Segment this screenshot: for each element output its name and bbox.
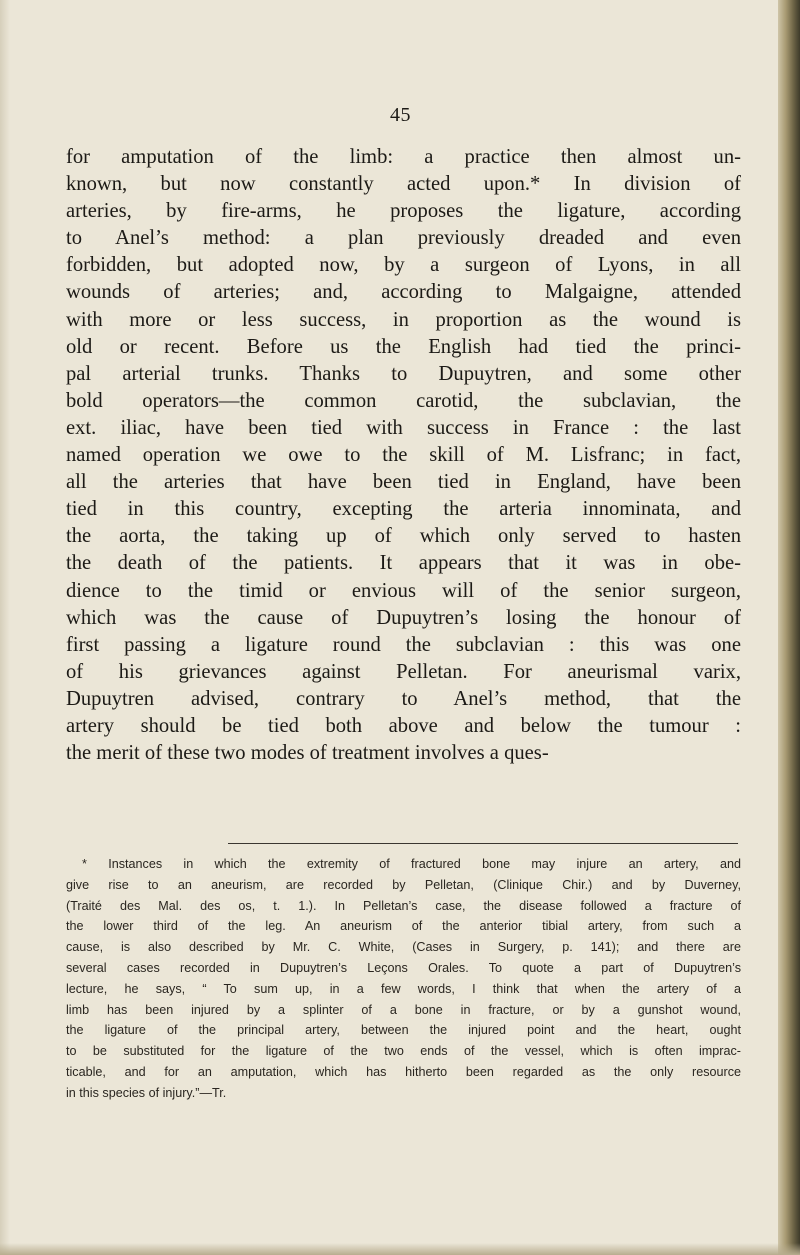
- body-line: for amputation of the limb: a practice then almost un-: [66, 146, 741, 168]
- body-text: [66, 144, 741, 767]
- body-line: arteries, by fire-arms, he proposes the ligature, according: [66, 200, 741, 223]
- body-line: dience to the timid or envious will of the senior surgeon,: [66, 579, 741, 602]
- footnote: [66, 854, 741, 1104]
- footnote-line: several cases recorded in Dupuytren’s Leçons Orales. To quote a part of Dupuytren’s: [66, 960, 741, 975]
- footnote-line: ticable, and for an amputation, which has hitherto been regarded as the only resource: [66, 1064, 741, 1079]
- footnote-line: lecture, he says, “ To sum up, in a few words, I think that when the artery of a: [66, 981, 741, 996]
- footnote-line: cause, is also described by Mr. C. White, (Cases in Surgery, p. 141); and there are: [66, 940, 741, 955]
- body-line: ext. iliac, have been tied with success in France : the last: [66, 416, 741, 439]
- footnote-line: the ligature of the principal artery, between the injured point and the heart, ought: [66, 1023, 741, 1038]
- page-gutter-shadow: [0, 0, 10, 1255]
- body-line: wounds of arteries; and, according to Malgaigne, attended: [66, 281, 741, 304]
- footnote-line: give rise to an aneurism, are recorded by Pelletan, (Clinique Chir.) and by Duverney,: [66, 877, 741, 892]
- footnote-line: the lower third of the leg. An aneurism of the anterior tibial artery, from such a: [66, 919, 741, 934]
- body-line: which was the cause of Dupuytren’s losing the honour of: [66, 606, 741, 629]
- body-line: with more or less success, in proportion as the wound is: [66, 308, 741, 331]
- body-line: forbidden, but adopted now, by a surgeon of Lyons, in all: [66, 254, 741, 277]
- body-line: of his grievances against Pelletan. For aneurismal varix,: [66, 660, 741, 683]
- body-line: pal arterial trunks. Thanks to Dupuytren, and some other: [66, 362, 741, 385]
- footnote-line: * Instances in which the extremity of fractured bone may injure an artery, and: [82, 857, 741, 871]
- body-line: to Anel’s method: a plan previously dreaded and even: [66, 227, 741, 250]
- footnote-line: in this species of injury.”—Tr.: [66, 1085, 227, 1100]
- body-line: old or recent. Before us the English had tied the princi-: [66, 335, 741, 358]
- body-line: first passing a ligature round the subclavian : this was one: [66, 633, 741, 656]
- body-line: tied in this country, excepting the arteria innominata, and: [66, 498, 741, 521]
- body-line: known, but now constantly acted upon.* In division of: [66, 173, 741, 196]
- body-line: the aorta, the taking up of which only served to hasten: [66, 525, 741, 548]
- body-line: Dupuytren advised, contrary to Anel’s method, that the: [66, 687, 741, 710]
- body-line: the merit of these two modes of treatment involves a ques-: [66, 742, 549, 765]
- page-number: 45: [390, 104, 411, 126]
- page-bottom-shadow: [0, 1243, 800, 1255]
- body-line: the death of the patients. It appears that it was in obe-: [66, 552, 741, 575]
- footnote-line: limb has been injured by a splinter of a bone in fracture, or by a gunshot wound,: [66, 1002, 741, 1017]
- body-line: artery should be tied both above and below the tumour :: [66, 714, 741, 737]
- footnote-line: to be substituted for the ligature of the two ends of the vessel, which is often imprac-: [66, 1044, 741, 1059]
- body-line: named operation we owe to the skill of M. Lisfranc; in fact,: [66, 444, 741, 467]
- footnote-rule: [228, 843, 738, 844]
- footnote-line: (Traité des Mal. des os, t. 1.). In Pelletan’s case, the disease followed a fracture of: [66, 898, 741, 913]
- page-edge-shadow: [778, 0, 800, 1255]
- body-line: all the arteries that have been tied in England, have been: [66, 471, 741, 494]
- body-line: bold operators—the common carotid, the subclavian, the: [66, 389, 741, 412]
